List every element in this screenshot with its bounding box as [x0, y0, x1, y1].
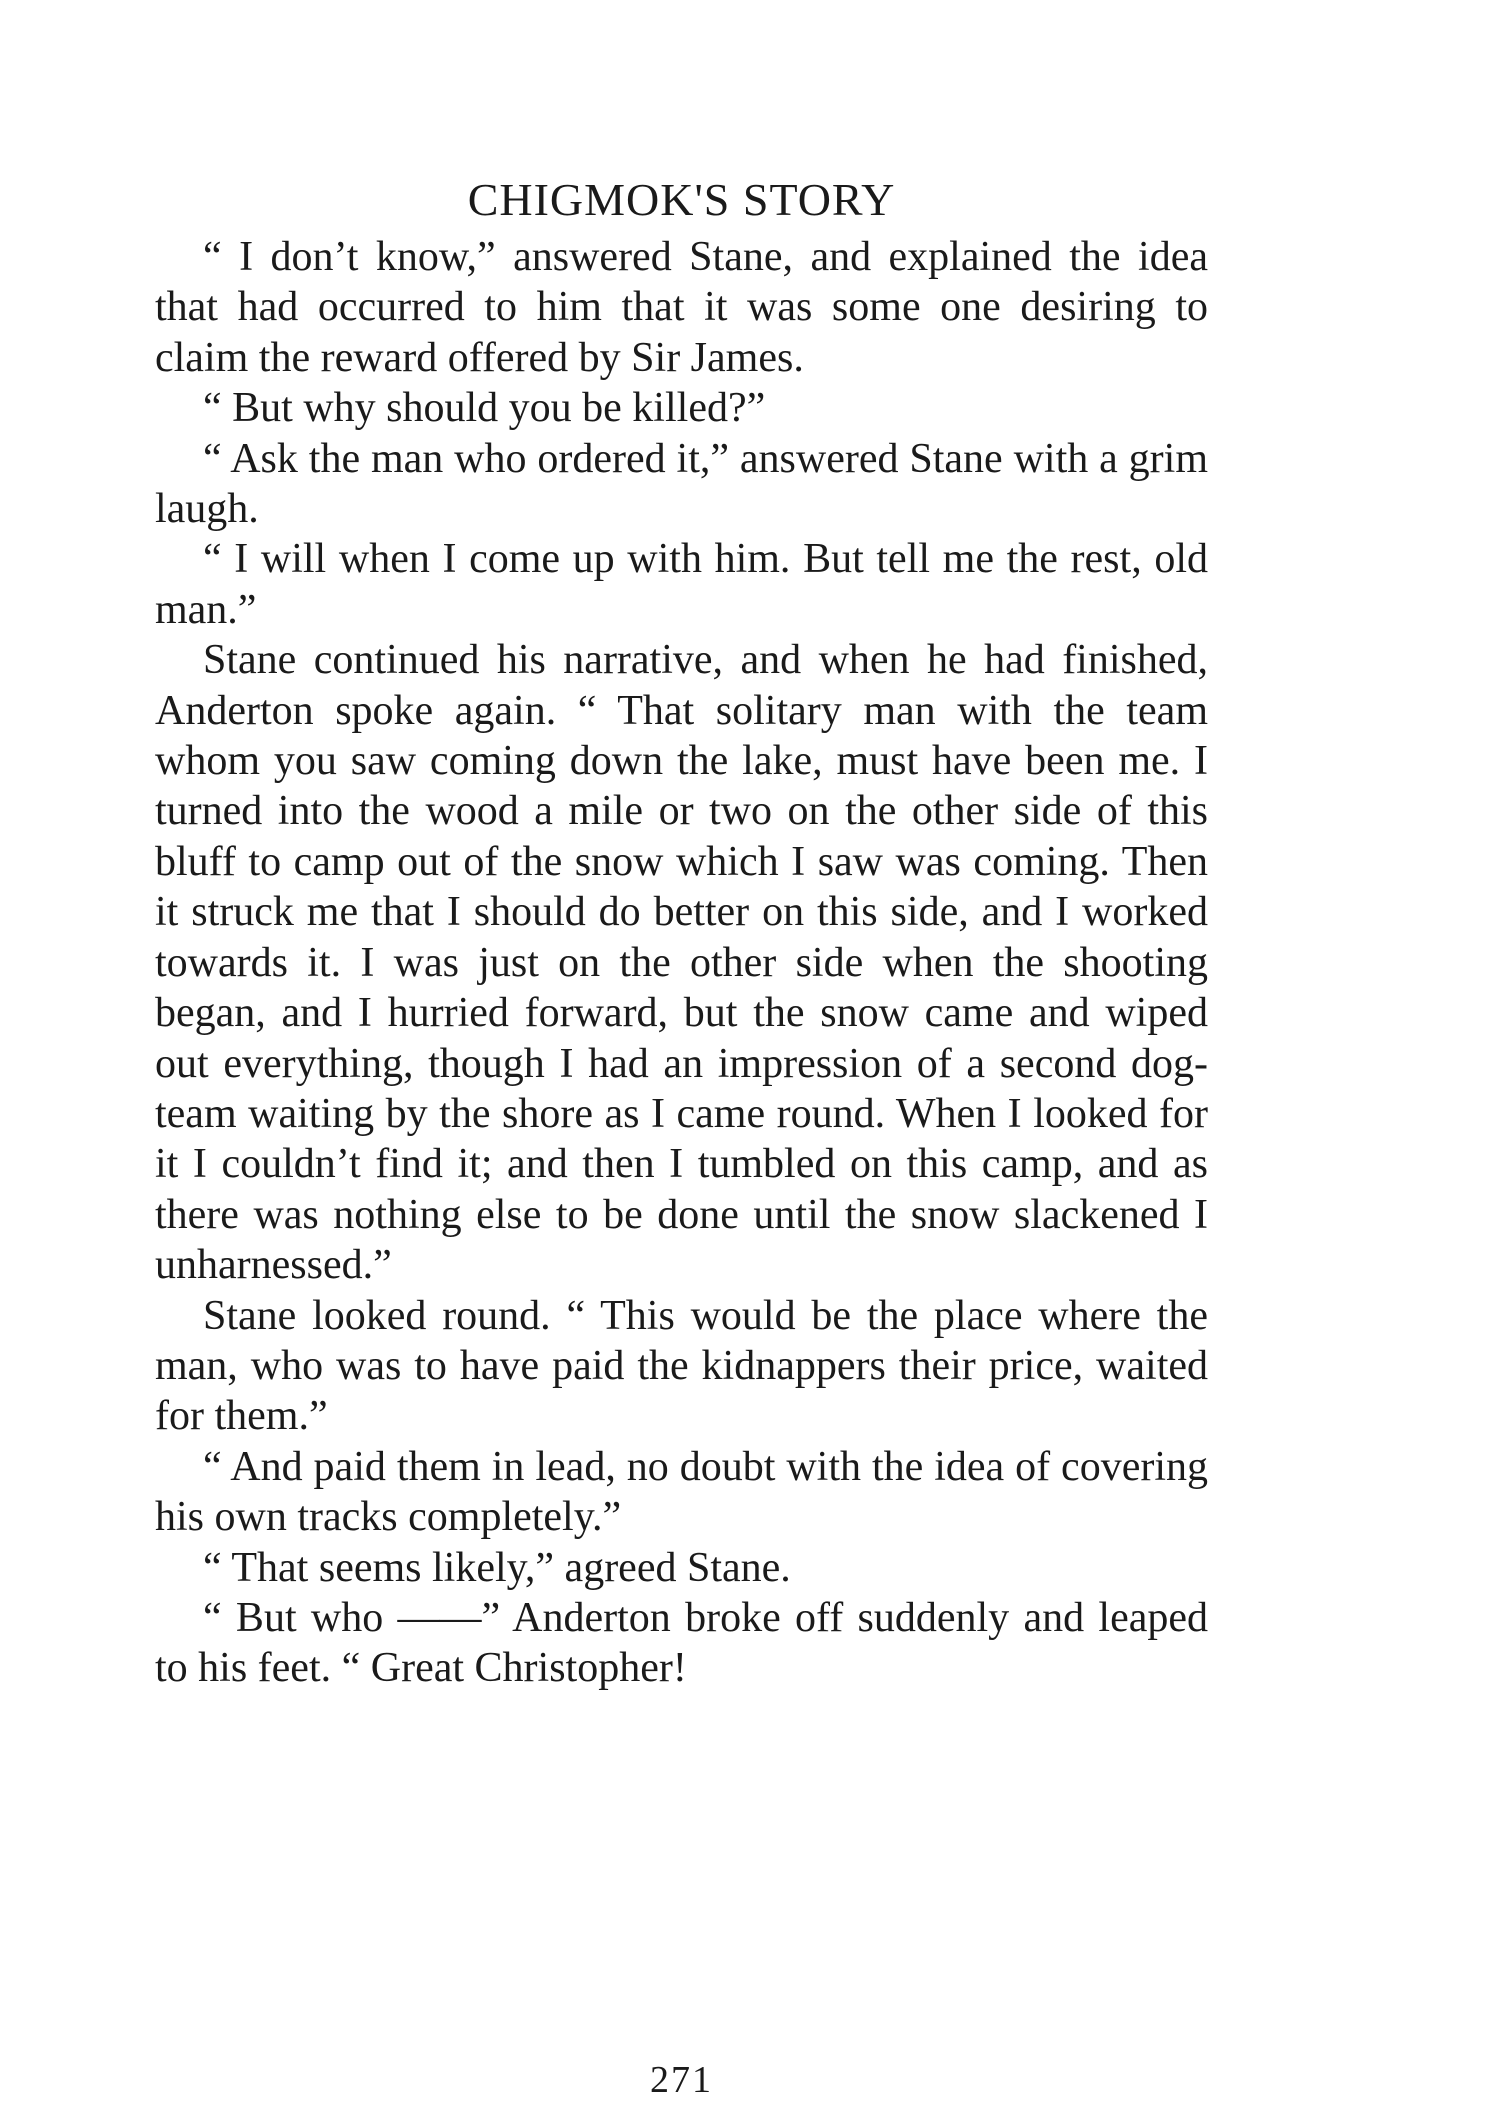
paragraph-3: “ Ask the man who ordered it,” answered Stane with a grim laugh.: [155, 435, 1208, 533]
paragraph-5: Stane continued his narrative, and when he had finished, Anderton spoke again. “ That solitary man with the team whom you saw coming down the lake, must have been me. I turned into the wood a mile or two on the other side of this bluff to camp out of the snow which I saw was coming. Then it struck me that I should do better on this side, and I worked towards it. I was just on the other side when the shooting began, and I hurried forward, but the snow came and wiped out everything, though I had an impression of a second dog-team waiting by the shore as I came round. When I looked for it I couldn’t find it; and then I tumbled on this camp, and as there was nothing else to be done until the snow slackened I unharnessed.”: [155, 637, 1208, 1289]
paragraph-9: “ But who ——” Anderton broke off suddenly and leaped to his feet. “ Great Christopher!: [155, 1594, 1208, 1692]
paragraph-2: “ But why should you be killed?”: [203, 385, 766, 432]
page-body: [155, 170, 1208, 2101]
paragraph-6: Stane looked round. “ This would be the place where the man, who was to have paid the kidnappers their price, waited for them.”: [155, 1292, 1208, 1440]
running-head: CHIGMOK'S STORY: [467, 174, 896, 225]
paragraph-7: “ And paid them in lead, no doubt with the idea of covering his own tracks completely.”: [155, 1443, 1208, 1541]
paragraph-1: “ I don’t know,” answered Stane, and explained the idea that had occurred to him that it was some one desiring to claim the reward offered by Sir James.: [155, 234, 1208, 381]
paragraph-4: “ I will when I come up with him. But tell me the rest, old man.”: [155, 536, 1208, 633]
paragraph-8: “ That seems likely,” agreed Stane.: [203, 1544, 791, 1591]
page-number: 271: [650, 2059, 713, 2101]
